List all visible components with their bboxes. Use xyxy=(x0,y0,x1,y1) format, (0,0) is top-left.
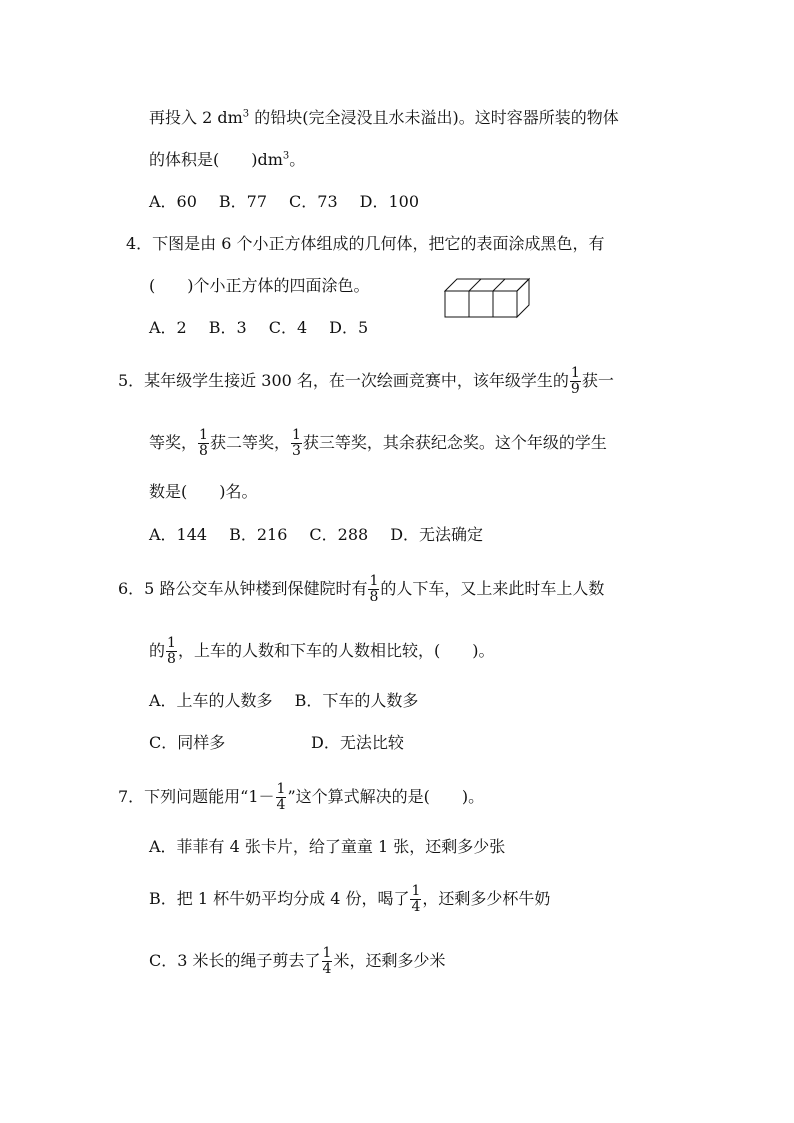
fraction: $\frac{1}{8}$ xyxy=(369,573,379,605)
q6-line1: 6．5 路公交车从钟楼到保健院时有 $\frac{1}{8}$ 的人下车，又上来此时车上人数 xyxy=(118,573,605,605)
q6-option-b: B．下车的人数多 xyxy=(294,691,419,710)
q3-line2: 的体积是( )$dm^3$。 xyxy=(149,148,305,172)
q4-option-b: B．3 xyxy=(208,318,247,337)
q4-options xyxy=(149,316,390,340)
q6-options-row1 xyxy=(149,689,440,713)
q4-option-c: C．4 xyxy=(268,318,308,337)
fraction: $\frac{1}{8}$ xyxy=(199,427,208,459)
q7-option-c: C．3 米长的绳子剪去了 $\frac{1}{4}$ 米，还剩多少米 xyxy=(149,945,446,977)
q7-option-a: A．菲菲有 4 张卡片，给了童童 1 张，还剩多少张 xyxy=(149,837,506,856)
q3-option-c: C．73 xyxy=(289,192,338,211)
q5-option-c: C．288 xyxy=(309,525,369,544)
q3-option-d: D．100 xyxy=(359,192,420,211)
q3-options xyxy=(149,190,441,214)
q4-line1: 4．下图是由 6 个小正方体组成的几何体，把它的表面涂成黑色，有 xyxy=(126,234,605,253)
q7-option-b: B．把 1 杯牛奶平均分成 4 份，喝了 $\frac{1}{4}$ ，还剩多少杯牛奶 xyxy=(149,883,551,915)
q5-line1: 5．某年级学生接近 300 名，在一次绘画竞赛中，该年级学生的 $\frac{1}{9}$ 获一 xyxy=(118,365,614,397)
answer-blank xyxy=(440,639,472,663)
answer-blank xyxy=(430,785,462,809)
q4-line2: ( )个小正方体的四面涂色。 xyxy=(149,274,370,298)
q6-option-c: C．同样多 xyxy=(149,733,226,752)
fraction: $\frac{1}{8}$ xyxy=(167,635,176,667)
q7-line1: 7．下列问题能用“1－ $\frac{1}{4}$ ”这个算式解决的是( )。 xyxy=(118,781,485,813)
fraction: $\frac{1}{4}$ xyxy=(411,883,421,915)
q3-option-a: A．60 xyxy=(149,192,197,211)
q5-line3: 数是( )名。 xyxy=(149,480,258,504)
answer-blank xyxy=(155,274,187,298)
six-cube-solid-icon xyxy=(444,277,530,319)
answer-blank xyxy=(219,148,251,172)
q5-line2: 等奖， $\frac{1}{8}$ 获二等奖， $\frac{1}{3}$ 获三等奖，其余获纪念奖。这个年级的学生 xyxy=(149,427,607,459)
q4-option-a: A．2 xyxy=(149,318,187,337)
q5-option-a: A．144 xyxy=(149,525,208,544)
fraction: $\frac{1}{4}$ xyxy=(276,781,286,813)
q6-option-d: D．无法比较 xyxy=(311,733,404,752)
q5-option-b: B．216 xyxy=(229,525,288,544)
fraction: $\frac{1}{3}$ xyxy=(291,427,301,459)
q5-options xyxy=(149,523,505,547)
q6-option-a: A．上车的人数多 xyxy=(149,691,273,710)
q3-option-b: B．77 xyxy=(218,192,268,211)
q6-options-row2 xyxy=(149,731,426,755)
q3-line1: 再投入 2 $dm^3$ 的铅块(完全浸没且水未溢出)。这时容器所装的物体 xyxy=(149,108,619,127)
answer-blank xyxy=(187,480,219,504)
q5-option-d: D．无法确定 xyxy=(390,525,484,544)
fraction: $\frac{1}{4}$ xyxy=(322,945,332,977)
q4-option-d: D．5 xyxy=(329,318,369,337)
fraction: $\frac{1}{9}$ xyxy=(570,365,580,397)
q6-line2: 的 $\frac{1}{8}$ ，上车的人数和下车的人数相比较，( )。 xyxy=(149,635,495,667)
